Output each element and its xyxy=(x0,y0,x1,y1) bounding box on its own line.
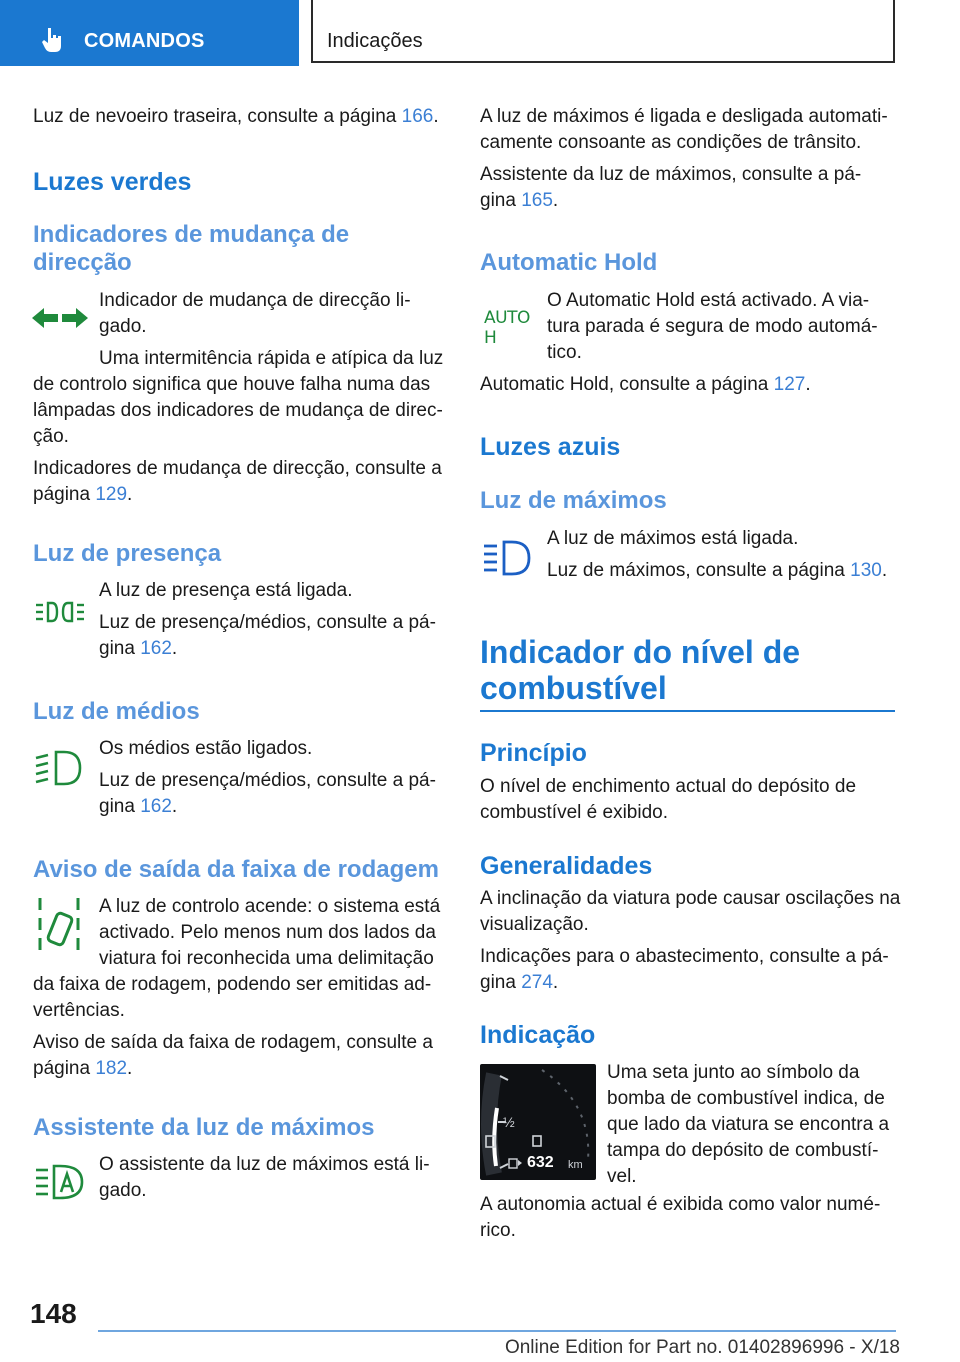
position-light-text: A luz de presença está ligada. xyxy=(99,580,353,601)
turn-signal-text: de controlo significa que houve falha numa das xyxy=(33,374,431,395)
general-ref: gina 274. xyxy=(480,972,559,993)
principle-text: O nível de enchimento actual do depósito de xyxy=(480,776,857,797)
footer-edition: Online Edition for Part no. 01402896996 - X/18 xyxy=(504,1337,900,1358)
lane-departure-icon xyxy=(36,896,82,952)
page-link-165[interactable]: 165 xyxy=(521,190,553,211)
turn-signal-text: ção. xyxy=(33,426,69,447)
automatic-hold-text: tura parada é segura de modo automá- xyxy=(547,316,878,337)
gauge-half-label: ½ xyxy=(503,1114,515,1130)
automatic-hold-ref: Automatic Hold, consulte a página 127. xyxy=(480,374,811,395)
principle-text: combustível é exibido. xyxy=(480,802,668,823)
position-light-ref: Luz de presença/médios, consulte a pá- xyxy=(99,612,436,633)
lane-departure-title: Aviso de saída da faixa de rodagem xyxy=(33,856,439,883)
display-title: Indicação xyxy=(480,1021,596,1049)
high-beam-icon xyxy=(482,538,534,578)
gauge-range-value: 632 xyxy=(527,1154,554,1171)
high-beam-text: A luz de máximos está ligada. xyxy=(547,528,799,549)
display-text: Uma seta junto ao símbolo da xyxy=(607,1062,860,1083)
high-beam-title: Luz de máximos xyxy=(480,487,667,514)
page-link-127[interactable]: 127 xyxy=(773,374,806,395)
display-text: tampa do depósito de combustí- xyxy=(607,1140,879,1161)
high-beam-assist-text: gado. xyxy=(99,1180,147,1201)
lane-departure-text: vertências. xyxy=(33,1000,125,1021)
low-beam-icon xyxy=(34,748,86,788)
section-rule xyxy=(480,710,895,712)
automatic-hold-text: O Automatic Hold está activado. A via- xyxy=(547,290,870,311)
fog-light-ref: Luz de nevoeiro traseira, consulte a página 166. xyxy=(33,106,439,127)
lane-departure-text: da faixa de rodagem, podendo ser emitidas ad- xyxy=(33,974,432,995)
automatic-hold-title: Automatic Hold xyxy=(480,249,658,276)
turn-signal-text: gado. xyxy=(99,316,147,337)
turn-signal-title-2: direcção xyxy=(33,249,132,276)
position-light-icon xyxy=(36,600,84,624)
display-text: A autonomia actual é exibida como valor numé- xyxy=(480,1194,881,1215)
high-beam-assist-ref: gina 165. xyxy=(480,190,559,211)
page-link-166[interactable]: 166 xyxy=(401,106,434,127)
fuel-gauge-title-2: combustível xyxy=(480,670,667,706)
gauge-range-unit: km xyxy=(568,1159,583,1171)
turn-signal-ref: página 129. xyxy=(33,484,133,505)
page-link-162[interactable]: 162 xyxy=(140,796,172,817)
high-beam-ref: Luz de máximos, consulte a página 130. xyxy=(547,560,888,581)
display-text: que lado da viatura se encontra a xyxy=(607,1114,890,1135)
display-text: bomba de combustível indica, de xyxy=(607,1088,885,1109)
general-title: Generalidades xyxy=(480,852,653,880)
tab-indications[interactable] xyxy=(311,0,895,63)
lane-departure-ref: página 182. xyxy=(33,1058,133,1079)
display-text: rico. xyxy=(480,1220,516,1241)
turn-signal-text: Indicador de mudança de direcção li- xyxy=(99,290,411,311)
fuel-gauge-title-1: Indicador do nível de xyxy=(480,634,801,670)
tab-commands[interactable] xyxy=(0,0,299,66)
automatic-hold-text: tico. xyxy=(547,342,582,363)
page-link-274[interactable]: 274 xyxy=(521,972,553,993)
high-beam-assist-icon xyxy=(34,1162,86,1202)
lane-departure-ref: Aviso de saída da faixa de rodagem, consulte a xyxy=(33,1032,433,1053)
page-link-162[interactable]: 162 xyxy=(140,638,172,659)
low-beam-ref: gina 162. xyxy=(99,796,178,817)
fuel-gauge-image xyxy=(480,1064,596,1180)
page-number: 148 xyxy=(30,1298,77,1329)
general-text: visualização. xyxy=(480,914,589,935)
hand-pointer-icon xyxy=(40,26,64,54)
turn-signal-text: Uma intermitência rápida e atípica da luz xyxy=(99,348,444,369)
general-text: A inclinação da viatura pode causar oscilações na xyxy=(480,888,901,909)
lane-departure-text: activado. Pelo menos num dos lados da xyxy=(99,922,436,943)
high-beam-assist-title: Assistente da luz de máximos xyxy=(33,1114,375,1141)
automatic-hold-icon: AUTO H xyxy=(484,308,530,348)
page-link-130[interactable]: 130 xyxy=(850,560,882,581)
turn-signal-icon xyxy=(32,306,88,330)
blue-lights-title: Luzes azuis xyxy=(480,433,621,461)
lane-departure-text: A luz de controlo acende: o sistema está xyxy=(99,896,441,917)
high-beam-assist-text: A luz de máximos é ligada e desligada automati- xyxy=(480,106,888,127)
turn-signal-title-1: Indicadores de mudança de xyxy=(33,221,350,248)
page-link-182[interactable]: 182 xyxy=(95,1058,128,1079)
display-text: vel. xyxy=(607,1166,637,1187)
low-beam-title: Luz de médios xyxy=(33,698,200,725)
high-beam-assist-ref: Assistente da luz de máximos, consulte a pá- xyxy=(480,164,862,185)
low-beam-ref: Luz de presença/médios, consulte a pá- xyxy=(99,770,436,791)
page-header xyxy=(0,0,960,66)
green-lights-title: Luzes verdes xyxy=(33,168,192,196)
tab-indications-label: Indicações xyxy=(327,30,423,52)
low-beam-text: Os médios estão ligados. xyxy=(99,738,313,759)
general-ref: Indicações para o abastecimento, consulte a pá- xyxy=(480,946,889,967)
turn-signal-ref: Indicadores de mudança de direcção, consulte a xyxy=(33,458,442,479)
turn-signal-text: lâmpadas dos indicadores de mudança de direc- xyxy=(33,400,443,421)
position-light-ref: gina 162. xyxy=(99,638,178,659)
footer-rule xyxy=(98,1330,896,1332)
position-light-title: Luz de presença xyxy=(33,540,222,567)
tab-commands-label: COMANDOS xyxy=(84,30,205,52)
high-beam-assist-text: O assistente da luz de máximos está li- xyxy=(99,1154,430,1175)
principle-title: Princípio xyxy=(480,739,587,767)
lane-departure-text: viatura foi reconhecida uma delimitação xyxy=(99,948,434,969)
page-link-129[interactable]: 129 xyxy=(95,484,128,505)
high-beam-assist-text: camente consoante as condições de trânsito. xyxy=(480,132,862,153)
